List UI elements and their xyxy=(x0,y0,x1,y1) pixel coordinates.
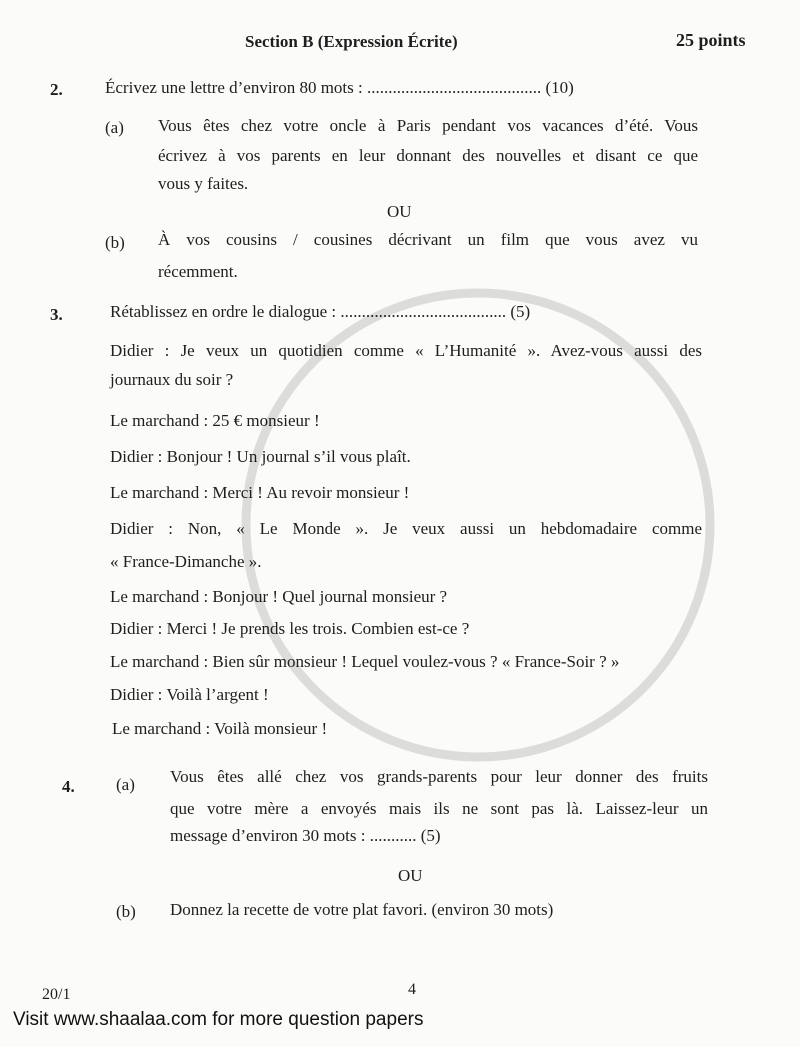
dialogue-line: Didier : Non, « Le Monde ». Je veux aussi un hebdomadaire comme xyxy=(110,519,702,538)
dialogue-line: Didier : Merci ! Je prends les trois. Combien est-ce ? xyxy=(110,619,470,638)
dialogue-line: Le marchand : Bien sûr monsieur ! Lequel voulez-vous ? « France-Soir ? » xyxy=(110,652,620,671)
points-label: 25 points xyxy=(676,30,746,50)
promo-link[interactable]: Visit www.shaalaa.com for more question papers xyxy=(13,1009,424,1030)
dialogue-line: Didier : Je veux un quotidien comme « L’Humanité ». Avez-vous aussi des xyxy=(110,341,702,360)
or-separator: OU xyxy=(398,866,423,885)
option-label: (a) xyxy=(116,775,135,794)
option-label: (b) xyxy=(105,233,125,252)
question-prompt: Écrivez une lettre d’environ 80 mots : ......................................... (10) xyxy=(105,78,574,97)
option-text: écrivez à vos parents en leur donnant des nouvelles et disant ce que xyxy=(158,146,698,165)
page-number: 4 xyxy=(408,981,416,998)
option-text: À vos cousins / cousines décrivant un film que vous avez vu xyxy=(158,230,698,249)
option-label: (b) xyxy=(116,902,136,921)
dialogue-line: journaux du soir ? xyxy=(110,370,234,389)
question-number: 3. xyxy=(50,305,63,324)
option-text: récemment. xyxy=(158,262,238,281)
dialogue-line: Didier : Voilà l’argent ! xyxy=(110,685,269,704)
option-text: message d’environ 30 mots : ........... (5) xyxy=(170,826,441,845)
section-title: Section B (Expression Écrite) xyxy=(245,32,458,51)
dialogue-line: Le marchand : Voilà monsieur ! xyxy=(112,719,328,738)
option-text: Donnez la recette de votre plat favori. (environ 30 mots) xyxy=(170,900,554,919)
dialogue-line: Le marchand : Merci ! Au revoir monsieur ! xyxy=(110,483,410,502)
option-text: Vous êtes chez votre oncle à Paris pendant vos vacances d’été. Vous xyxy=(158,116,698,135)
paper-code: 20/1 xyxy=(42,986,71,1003)
option-text: vous y faites. xyxy=(158,174,249,193)
or-separator: OU xyxy=(387,202,412,221)
dialogue-line: « France-Dimanche ». xyxy=(110,552,262,571)
question-number: 4. xyxy=(62,777,75,796)
dialogue-line: Didier : Bonjour ! Un journal s’il vous plaît. xyxy=(110,447,411,466)
option-label: (a) xyxy=(105,118,124,137)
dialogue-line: Le marchand : Bonjour ! Quel journal monsieur ? xyxy=(110,587,448,606)
option-text: Vous êtes allé chez vos grands-parents pour leur donner des fruits xyxy=(170,767,708,786)
question-prompt: Rétablissez en ordre le dialogue : ....................................... (5) xyxy=(110,302,531,321)
dialogue-line: Le marchand : 25 € monsieur ! xyxy=(110,411,320,430)
option-text: que votre mère a envoyés mais ils ne sont pas là. Laissez-leur un xyxy=(170,799,708,818)
question-number: 2. xyxy=(50,80,63,99)
